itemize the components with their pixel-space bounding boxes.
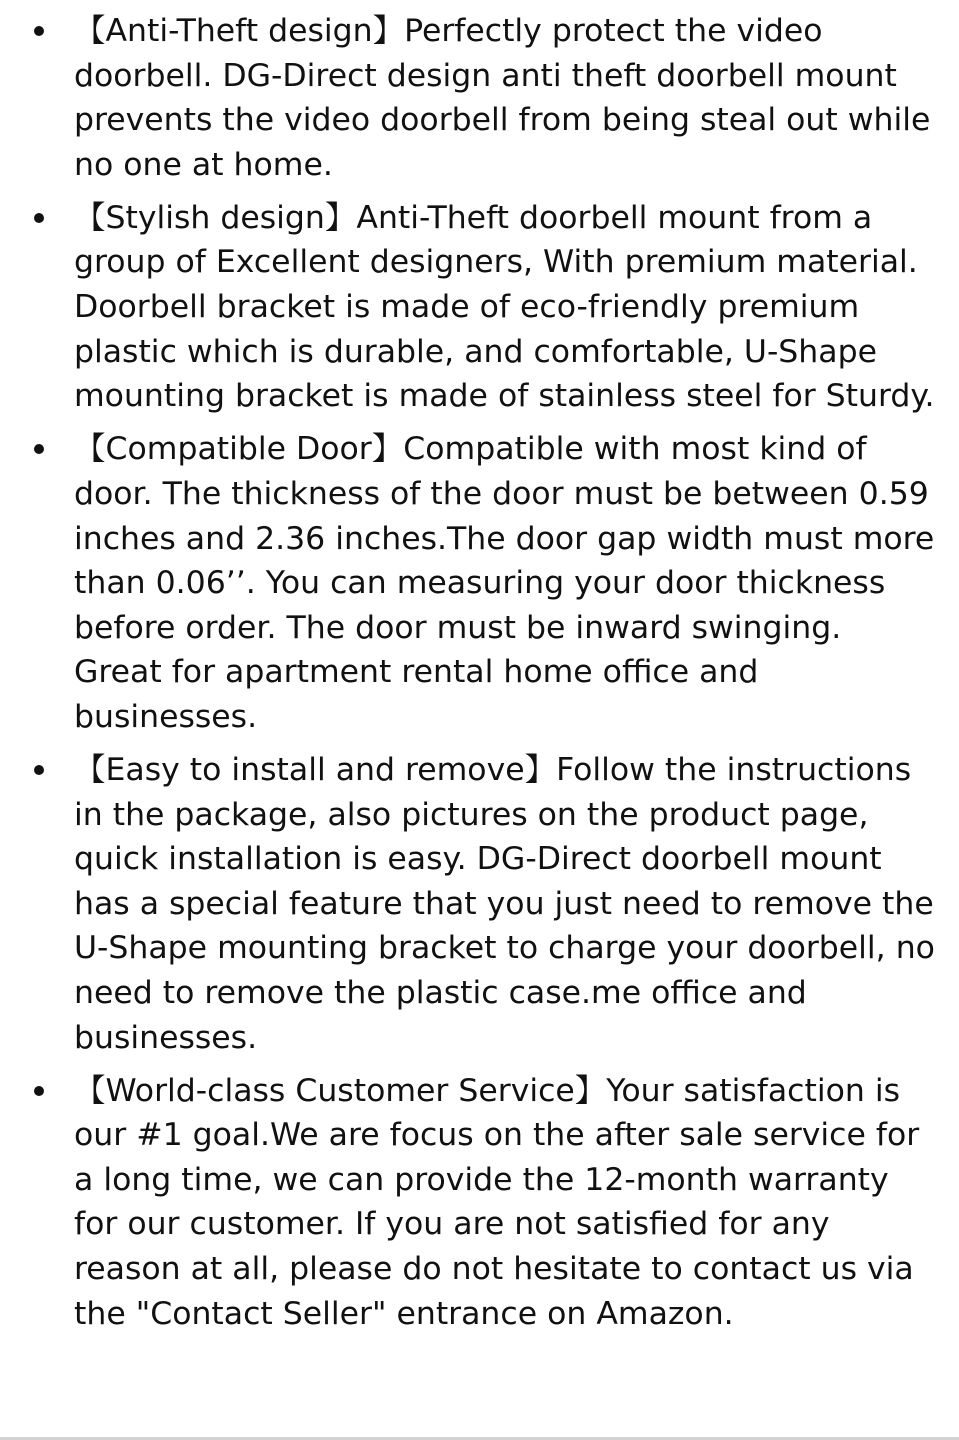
bullet-dot-icon	[34, 765, 44, 775]
feature-text: Follow the instructions in the package, also pictures on the product page, quick installation is easy. DG-Direct doorbell mount has a special feature that you just need to remove the U-Shape mounting bracket to charge your doorbell, no need to remove the plastic case.me office and businesses.	[74, 752, 935, 1056]
feature-heading: 【Stylish design】	[74, 199, 357, 236]
bullet-dot-icon	[34, 213, 44, 223]
bullet-dot-icon	[34, 1086, 44, 1096]
feature-text: Perfectly protect the video doorbell. DG-Direct design anti theft doorbell mount prevents the video doorbell from being steal out while no one at home.	[74, 13, 931, 183]
feature-bullet-item	[0, 748, 937, 1060]
bullet-dot-icon	[34, 444, 44, 454]
feature-bullet-item	[0, 1069, 937, 1337]
feature-bullet-item	[0, 196, 937, 419]
bullet-dot-icon	[34, 26, 44, 36]
feature-bullet-item	[0, 427, 937, 739]
feature-text: Anti-Theft doorbell mount from a group of Excellent designers, With premium material. Doorbell bracket is made of eco-friendly premium plastic which is durable, and comfortable, U-Shape mounting bracket is made of stainless steel for Sturdy.	[74, 199, 935, 415]
feature-heading: 【Anti-Theft design】	[74, 13, 405, 49]
feature-bullet-item	[0, 9, 937, 187]
feature-heading: 【Easy to install and remove】	[74, 752, 557, 788]
feature-heading: 【World-class Customer Service】	[74, 1072, 607, 1109]
feature-text: Your satisfaction is our #1 goal.We are focus on the after sale service for a long time, we can provide the 12-month warranty for our customer. If you are not satisfied for any reason at all, please do not hesitate to contact us via the "Contact Seller" entrance on Amazon.	[74, 1072, 920, 1332]
feature-text: Compatible with most kind of door. The thickness of the door must be between 0.59 inches and 2.36 inches.The door gap width must more than 0.06’’. You can measuring your door thickness before order. The door must be inward swinging. Great for apartment rental home office and businesses.	[74, 431, 935, 735]
feature-heading: 【Compatible Door】	[74, 431, 404, 468]
